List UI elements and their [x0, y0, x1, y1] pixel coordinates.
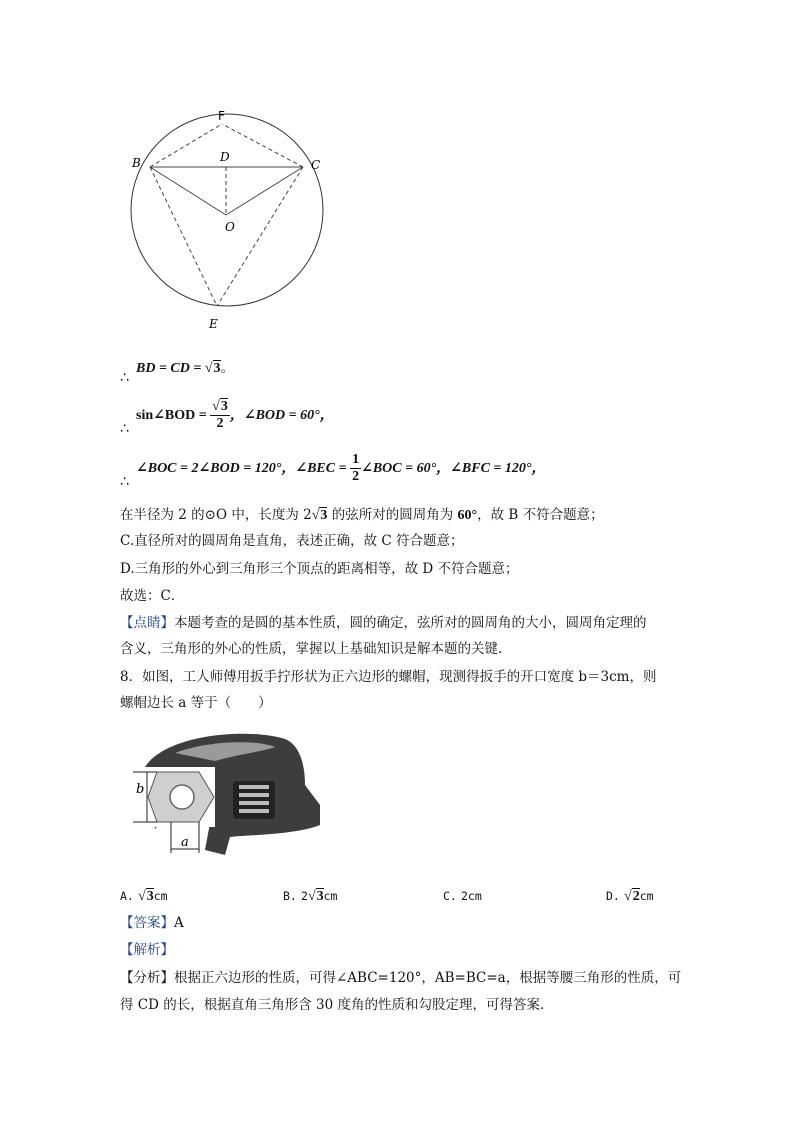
equation-lhs: sin∠BOD = — [136, 408, 211, 423]
sqrt: √3 — [204, 361, 221, 376]
fraction — [350, 452, 361, 485]
text: 在半径为 2 的⊙O 中，长度为 2 — [120, 507, 312, 523]
radicand: 3 — [320, 508, 328, 523]
equation-sin-bod — [136, 397, 334, 434]
label-f: F — [218, 109, 225, 123]
radicand: 3 — [146, 889, 154, 904]
label-c: C — [311, 158, 321, 172]
segment-ob — [150, 167, 226, 215]
label-o: O — [225, 220, 235, 234]
option-unit: cm — [153, 889, 168, 903]
answer-value: A — [174, 915, 184, 931]
radicand: 3 — [213, 361, 221, 376]
fenxi-text: 根据正六边形的性质，可得∠ABC=120°，AB=BC=a，根据等腰三角形的性质，可 — [174, 970, 682, 986]
radicand: 2 — [632, 889, 640, 904]
note-tag: 【点睛】 — [120, 615, 174, 631]
therefore-symbol: ∴ — [120, 421, 129, 437]
option-unit: cm — [639, 889, 654, 903]
angle-value: 60° — [457, 508, 478, 523]
dimension-a-label: a — [181, 835, 189, 850]
paragraph-choose: 故选：C． — [120, 588, 185, 604]
fenxi-line-1 — [120, 968, 681, 988]
dimension-b-label: b — [136, 782, 145, 797]
segment-ce — [217, 167, 303, 306]
option-letter: B. — [283, 889, 297, 903]
fenxi-line-2: 得 CD 的长，根据直角三角形含 30 度角的性质和勾股定理，可得答案． — [120, 997, 554, 1013]
option-a[interactable] — [120, 889, 168, 905]
sqrt: √3 — [311, 508, 328, 523]
denominator: 2 — [216, 416, 224, 431]
circle-o — [131, 114, 323, 306]
answer-tag: 【答案】 — [120, 915, 174, 931]
circle-geometry-diagram — [120, 100, 340, 340]
sqrt: √3 — [307, 889, 324, 904]
equation-part2: ∠BOC = 60°，∠BFC = 120°， — [361, 461, 546, 476]
sqrt: √2 — [624, 889, 640, 904]
segment-cf — [222, 124, 303, 167]
label-d: D — [220, 150, 230, 164]
label-e: E — [209, 317, 218, 331]
numerator: 1 — [352, 452, 360, 467]
equation-boc-bec-bfc — [136, 450, 546, 487]
therefore-symbol: ∴ — [120, 370, 129, 386]
analysis-tag: 【解析】 — [120, 942, 174, 958]
label-b: B — [132, 156, 141, 170]
denominator: 2 — [352, 469, 360, 484]
fraction: $\frac{√3}{2}$ — [212, 399, 228, 431]
paragraph-option-b — [120, 505, 604, 526]
option-letter: C. — [443, 889, 457, 903]
radicand: 3 — [220, 399, 228, 414]
sqrt: √3 — [138, 889, 154, 904]
option-b[interactable] — [283, 889, 337, 905]
option-d[interactable] — [606, 889, 654, 905]
option-value: 2cm — [461, 889, 482, 903]
note-line-2: 含义，三角形的外心的性质，掌握以上基础知识是解本题的关键． — [120, 641, 512, 657]
fenxi-tag: 【分析】 — [120, 970, 174, 986]
option-letter: D. — [606, 889, 620, 903]
option-c[interactable] — [443, 889, 482, 904]
segment-oc — [226, 167, 303, 215]
paragraph-option-c: C.直径所对的圆周角是直角，表述正确，故 C 符合题意； — [120, 533, 464, 549]
radicand: 3 — [316, 889, 324, 904]
text: ，故 B 不符合题意； — [477, 507, 604, 523]
nut-hole — [170, 785, 194, 809]
option-coef: 2 — [301, 889, 308, 903]
equation-tail: 。 — [220, 360, 235, 376]
therefore-symbol: ∴ — [120, 474, 129, 490]
answer-line — [120, 913, 184, 933]
note-text: 本题考查的是圆的基本性质，圆的确定，弦所对的圆周角的大小，圆周角定理的 — [174, 615, 647, 631]
analysis-line — [120, 940, 174, 960]
question-8-line-2: 螺帽边长 a 等于（ ） — [120, 695, 272, 711]
wrench-nut-figure — [125, 725, 325, 865]
note-line-1 — [120, 613, 647, 633]
equation-part1: ∠BOC = 2∠BOD = 120°，∠BEC = — [136, 461, 351, 476]
option-letter: A. — [120, 889, 134, 903]
question-8-line-1: 8．如图，工人师傅用扳手拧形状为正六边形的螺帽，现测得扳手的开口宽度 b＝3cm，则 — [120, 669, 657, 685]
equation-text: BD = CD = — [136, 361, 205, 376]
segment-bf — [150, 124, 222, 167]
equation-rhs: ，∠BOD = 60°， — [229, 408, 334, 423]
paragraph-option-d: D.三角形的外心到三角形三个顶点的距离相等，故 D 不符合题意； — [120, 561, 519, 577]
text: 的弦所对的圆周角为 — [327, 507, 458, 523]
equation-bd-cd — [136, 358, 234, 379]
option-unit: cm — [323, 889, 338, 903]
